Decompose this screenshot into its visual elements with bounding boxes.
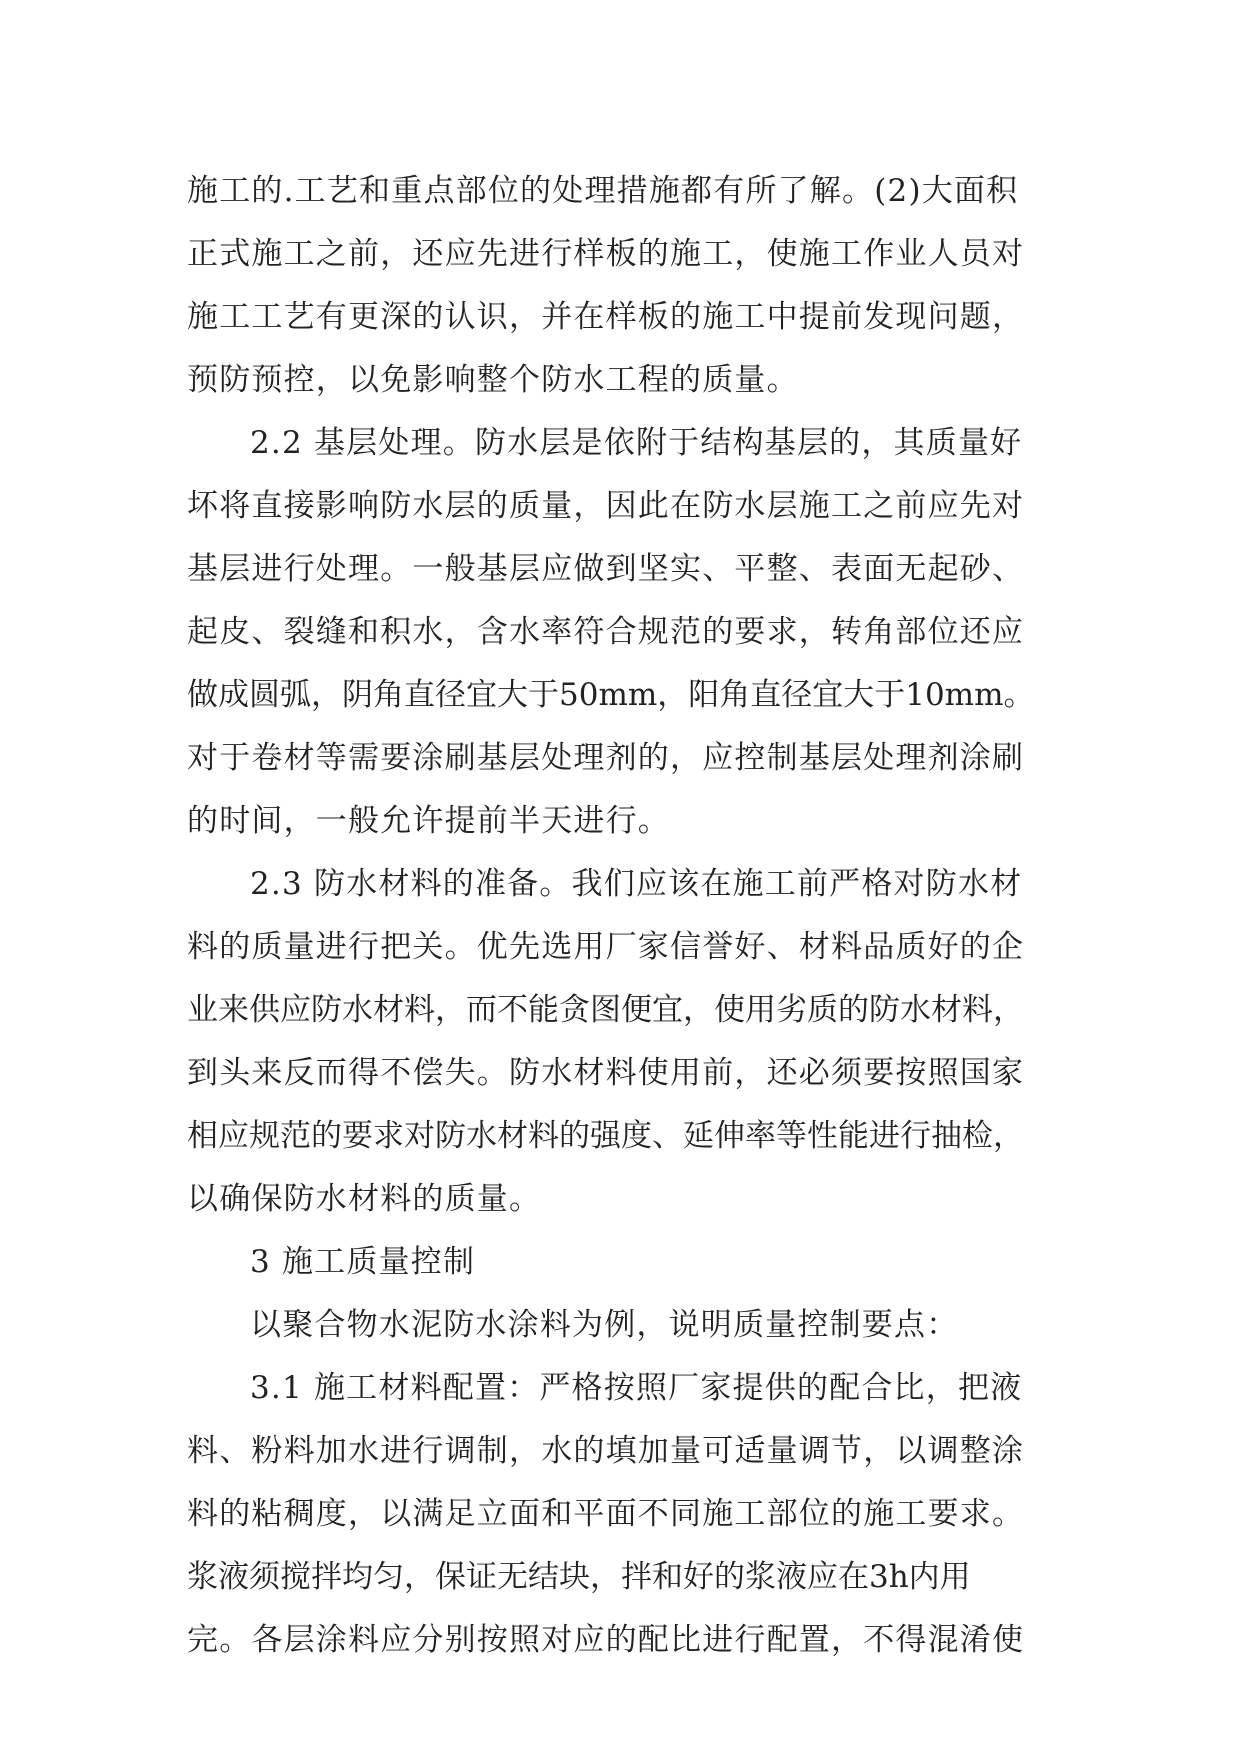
section-3-1-heading-line: 3.1 施工材料配置：严格按照厂家提供的配合比，把液	[250, 1370, 1023, 1406]
section-2-2-heading-line: 2.2 基层处理。防水层是依附于结构基层的，其质量好	[250, 425, 1023, 461]
text-line: 预防预控，以免影响整个防水工程的质量。	[187, 362, 799, 398]
text-line: 料、粉料加水进行调制，水的填加量可适量调节，以调整涂	[187, 1433, 1025, 1469]
text-line: 施工工艺有更深的认识，并在样板的施工中提前发现问题，	[187, 299, 1025, 335]
text-line: 做成圆弧，阴角直径宜大于50mm，阳角直径宜大于10mm。	[187, 677, 1035, 713]
text-line: 起皮、裂缝和积水，含水率符合规范的要求，转角部位还应	[187, 614, 1025, 650]
text-line: 料的质量进行把关。优先选用厂家信誉好、材料品质好的企	[187, 929, 1025, 965]
text-line: 相应规范的要求对防水材料的强度、延伸率等性能进行抽检，	[187, 1118, 1024, 1154]
text-line: 正式施工之前，还应先进行样板的施工，使施工作业人员对	[187, 236, 1025, 272]
section-3-heading: 3 施工质量控制	[250, 1244, 476, 1280]
text-line: 施工的.工艺和重点部位的处理措施都有所了解。(2)大面积	[187, 173, 1019, 209]
section-3-intro: 以聚合物水泥防水涂料为例，说明质量控制要点：	[250, 1307, 959, 1343]
text-line: 的时间，一般允许提前半天进行。	[187, 803, 670, 839]
text-line: 到头来反而得不偿失。防水材料使用前，还必须要按照国家	[187, 1055, 1025, 1091]
section-2-3-heading-line: 2.3 防水材料的准备。我们应该在施工前严格对防水材	[250, 866, 1023, 902]
text-line: 业来供应防水材料，而不能贪图便宜，使用劣质的防水材料，	[187, 992, 1024, 1028]
document-body	[187, 160, 1067, 1672]
text-line: 浆液须搅拌均匀，保证无结块，拌和好的浆液应在3h内用	[187, 1559, 971, 1595]
text-line: 完。各层涂料应分别按照对应的配比进行配置，不得混淆使	[187, 1622, 1025, 1658]
text-line: 基层进行处理。一般基层应做到坚实、平整、表面无起砂、	[187, 551, 1025, 587]
text-line: 料的粘稠度，以满足立面和平面不同施工部位的施工要求。	[187, 1496, 1025, 1532]
text-line: 坏将直接影响防水层的质量，因此在防水层施工之前应先对	[187, 488, 1025, 524]
text-line: 对于卷材等需要涂刷基层处理剂的，应控制基层处理剂涂刷	[187, 740, 1025, 776]
text-line: 以确保防水材料的质量。	[187, 1181, 542, 1217]
